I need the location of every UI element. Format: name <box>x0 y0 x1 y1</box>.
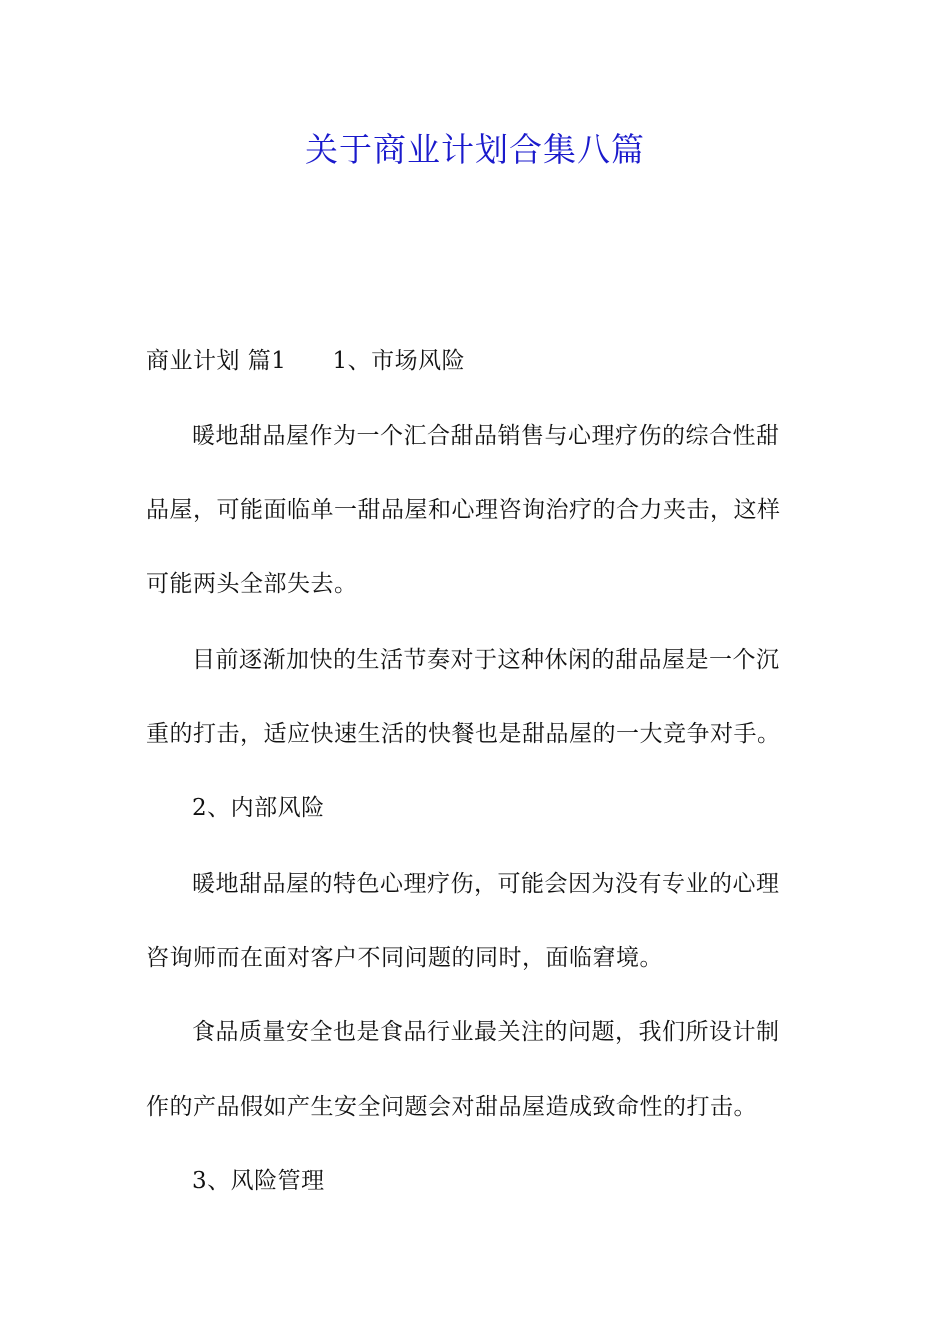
document-title: 关于商业计划合集八篇 <box>305 130 645 169</box>
paragraph-4-line-2: 作的产品假如产生安全问题会对甜品屋造成致命性的打击。 <box>146 1094 757 1120</box>
paragraph-3-line-1: 暖地甜品屋的特色心理疗伤，可能会因为没有专业的心理 <box>192 871 780 897</box>
paragraph-2-line-1: 目前逐渐加快的生活节奏对于这种休闲的甜品屋是一个沉 <box>192 647 780 673</box>
heading-market-risk: 1、市场风险 <box>332 348 466 374</box>
paragraph-2-line-2: 重的打击，适应快速生活的快餐也是甜品屋的一大竞争对手。 <box>146 721 781 747</box>
paragraph-4-line-1: 食品质量安全也是食品行业最关注的问题，我们所设计制 <box>192 1019 780 1045</box>
heading-risk-management: 3、风险管理 <box>192 1168 325 1194</box>
paragraph-1-line-1: 暖地甜品屋作为一个汇合甜品销售与心理疗伤的综合性甜 <box>192 423 780 449</box>
paragraph-1-line-3: 可能两头全部失去。 <box>146 571 358 597</box>
paragraph-1-line-2: 品屋，可能面临单一甜品屋和心理咨询治疗的合力夹击，这样 <box>146 497 781 523</box>
section-heading-line <box>146 345 816 377</box>
heading-internal-risk: 2、内部风险 <box>192 795 325 821</box>
paragraph-3-line-2: 咨询师而在面对客户不同问题的同时，面临窘境。 <box>146 945 663 971</box>
section-label: 商业计划 篇1 <box>146 348 287 374</box>
